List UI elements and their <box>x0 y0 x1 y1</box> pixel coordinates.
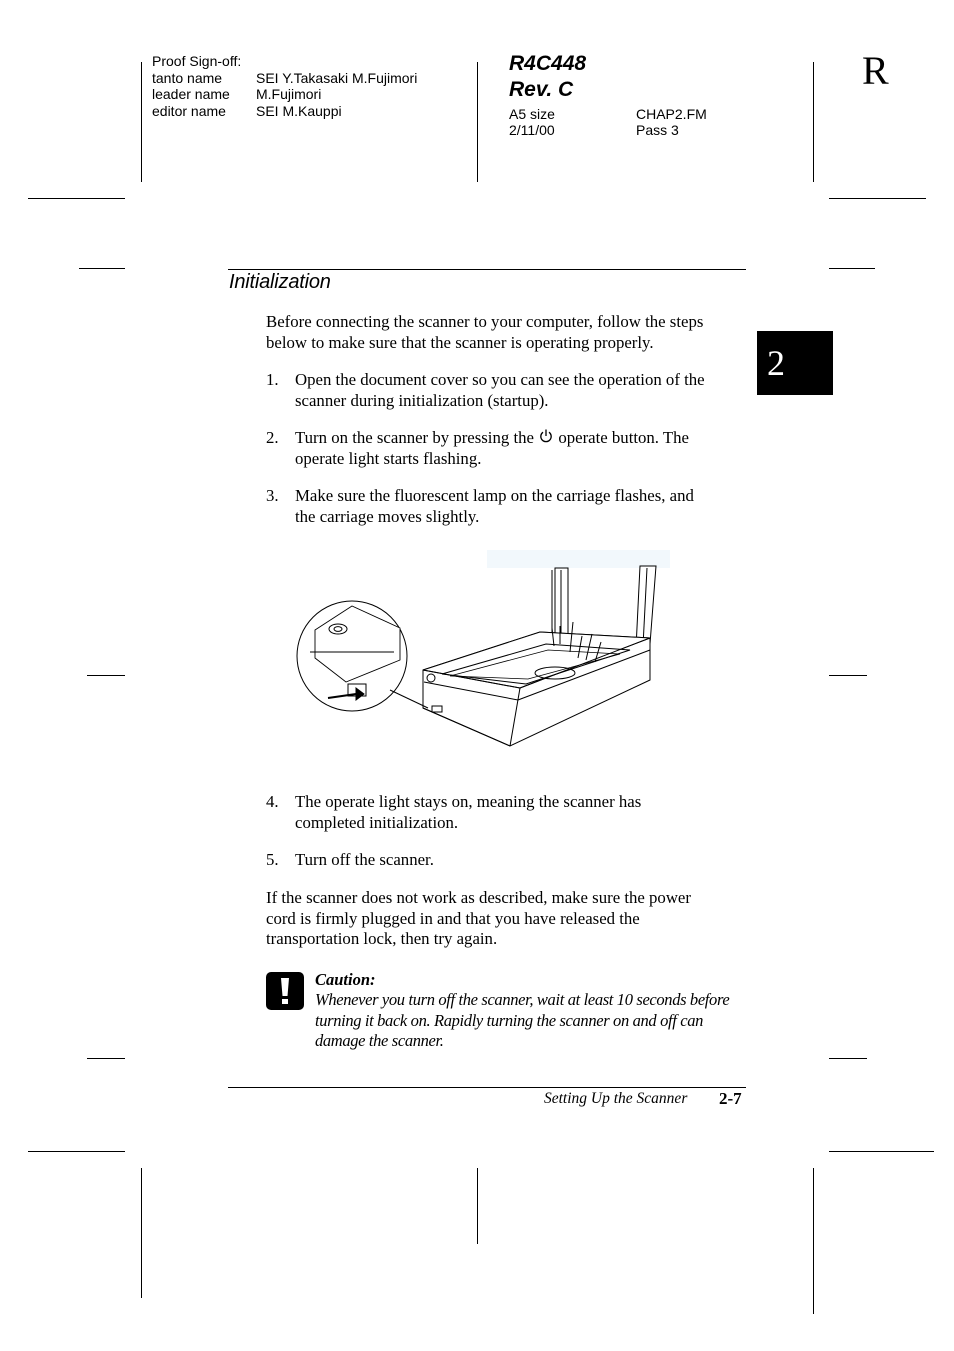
file-name: CHAP2.FM <box>636 106 707 122</box>
caution-line: turning it back on. Rapidly turning the scanner on and off can <box>315 1010 704 1030</box>
step-text: the carriage moves slightly. <box>295 506 480 526</box>
revision-label: Rev. C <box>509 78 574 101</box>
step-number: 1. <box>266 370 279 389</box>
chapter-tab: 2 <box>757 331 833 395</box>
page-size: A5 size <box>509 106 555 122</box>
caution-line: damage the scanner. <box>315 1031 444 1050</box>
proof-signoff-label: Proof Sign-off: <box>152 53 242 69</box>
step-text: operate button. The <box>558 428 689 447</box>
step-4 <box>266 792 747 834</box>
step-text: Open the document cover so you can see the operation of the <box>295 370 705 389</box>
step-number: 4. <box>266 792 279 811</box>
step-number: 3. <box>266 486 279 505</box>
crop-mark <box>813 62 814 182</box>
model-code: R4C448 <box>509 52 587 75</box>
crop-mark <box>477 62 478 182</box>
page-number: 2-7 <box>719 1089 742 1108</box>
step-text: Make sure the fluorescent lamp on the carriage flashes, and <box>295 486 694 505</box>
step-3 <box>266 486 747 528</box>
caution-text <box>315 990 747 1052</box>
intro-paragraph: Before connecting the scanner to your computer, follow the steps below to make sure that the scanner is operating properly. <box>266 312 704 352</box>
crop-mark <box>829 268 875 269</box>
tanto-name-value: SEI Y.Takasaki M.Fujimori <box>256 69 418 86</box>
crop-mark <box>79 268 125 269</box>
leader-name-label: leader name <box>152 86 230 102</box>
caution-line: Whenever you turn off the scanner, wait at least 10 seconds before <box>315 990 730 1009</box>
section-rule <box>228 269 746 270</box>
leader-name-value: M.Fujimori <box>256 86 322 102</box>
crop-mark <box>477 1168 478 1244</box>
crop-mark <box>813 1168 814 1314</box>
crop-mark <box>87 675 125 676</box>
step-text: Turn off the scanner. <box>295 850 434 869</box>
crop-mark <box>28 1151 125 1152</box>
step-2 <box>266 428 747 470</box>
closing-line: If the scanner does not work as described, make sure the power <box>266 888 691 907</box>
step-5 <box>266 850 747 871</box>
step-text: scanner during initialization (startup). <box>295 390 549 410</box>
scanner-illustration <box>290 548 670 758</box>
crop-mark <box>141 62 142 182</box>
crop-mark <box>28 198 125 199</box>
proof-date: 2/11/00 <box>509 122 555 138</box>
editor-name-label: editor name <box>152 102 226 119</box>
step-1 <box>266 370 747 412</box>
step-number: 2. <box>266 428 279 447</box>
step-text: completed initialization. <box>295 812 459 832</box>
step-number: 5. <box>266 850 279 869</box>
step-text: Turn on the scanner by pressing the <box>295 428 539 447</box>
crop-mark <box>141 1168 142 1298</box>
caution-title: Caution: <box>315 970 376 989</box>
step-text: The operate light stays on, meaning the scanner has <box>295 792 642 811</box>
footer-section-name: Setting Up the Scanner <box>544 1090 688 1107</box>
crop-mark <box>829 198 926 199</box>
corner-mark: R <box>862 48 889 93</box>
editor-name-value: SEI M.Kauppi <box>256 102 342 119</box>
pass-number: Pass 3 <box>636 122 679 138</box>
tanto-name-label: tanto name <box>152 69 223 86</box>
crop-mark <box>829 1151 934 1152</box>
step-text: operate light starts flashing. <box>295 448 482 468</box>
crop-mark <box>829 675 867 676</box>
exclamation-icon <box>266 972 304 1010</box>
closing-paragraph <box>266 888 747 950</box>
closing-line: transportation lock, then try again. <box>266 929 498 948</box>
closing-line: cord is firmly plugged in and that you have released the <box>266 908 640 928</box>
proof-signoff-block <box>152 53 452 119</box>
power-icon <box>538 428 554 444</box>
section-title: Initialization <box>229 271 331 293</box>
crop-mark <box>829 1058 867 1059</box>
crop-mark <box>87 1058 125 1059</box>
footer-rule <box>228 1087 746 1088</box>
